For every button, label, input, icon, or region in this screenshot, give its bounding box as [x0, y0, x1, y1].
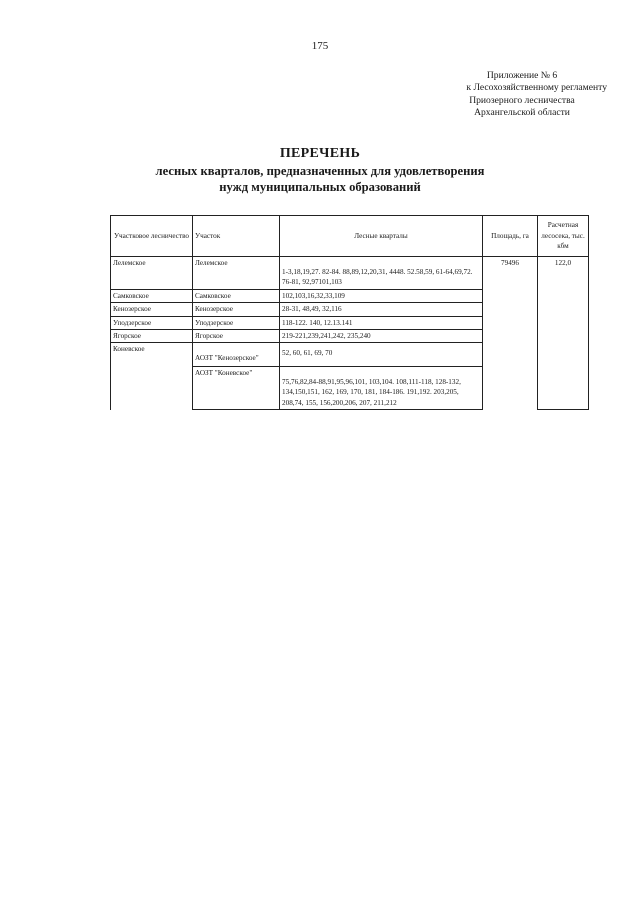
cutting-cell: 122,0 — [538, 257, 589, 410]
plot-text: АОЗТ "Кенозерское" — [195, 354, 259, 363]
district-cell: Ягорское — [111, 330, 193, 343]
district-cell: Самковское — [111, 289, 193, 302]
header-quarters: Лесные кварталы — [280, 216, 483, 257]
district-cell: Коневское — [111, 343, 193, 410]
appendix-line-4: Архангельской области — [474, 107, 570, 119]
quarters-text: 1-3,18,19,27. 82-84. 88,89,12,20,31, 4448. 52.58,59, 61-64,69,72. 76-81, 92,97101,103 — [282, 268, 473, 287]
quarters-cell: 28-31, 48,49, 32,116 — [280, 303, 483, 316]
quarters-cell: 118-122. 140, 12.13.141 — [280, 316, 483, 329]
district-cell: Кенозерское — [111, 303, 193, 316]
page-number: 175 — [311, 40, 329, 52]
quarters-cell — [280, 343, 483, 366]
table-row — [111, 343, 589, 366]
title-line-2: лесных кварталов, предназначенных для удовлетворения — [155, 164, 485, 178]
area-cell-empty — [483, 343, 538, 410]
plot-cell: Ягорское — [193, 330, 280, 343]
header-area: Площадь, га — [483, 216, 538, 257]
quarters-text: 52, 60, 61, 69, 70 — [282, 349, 333, 358]
header-district: Участковое лесничество — [111, 216, 193, 257]
header-cutting: Расчетная лесосека, тыс. кбм — [538, 216, 589, 257]
quarters-text: 75,76,82,84-88,91,95,96,101, 103,104. 108,111-118, 128-132, 134,150,151, 162, 169, 170, 181, 184-186. 191,192. 203,205, 208,74, 155, 156,200,206, 207, 211,212 — [282, 377, 461, 407]
appendix-line-1: Приложение № 6 — [486, 70, 558, 81]
title-main: ПЕРЕЧЕНЬ — [279, 146, 361, 161]
header-plot: Участок — [193, 216, 280, 257]
area-cell: 79496 — [483, 257, 538, 343]
plot-cell: АОЗТ "Коневское" — [193, 366, 280, 409]
district-cell: Уподзерское — [111, 316, 193, 329]
plot-cell: Лелемское — [193, 257, 280, 290]
appendix-line-2: к Лесохозяйственному регламенту — [466, 82, 607, 94]
document-title — [0, 145, 640, 195]
plot-cell: Уподзерское — [193, 316, 280, 329]
plot-cell — [193, 343, 280, 366]
quarters-cell: 219-221,239,241,242, 235,240 — [280, 330, 483, 343]
appendix-line-3: Приозерного лесничества — [469, 94, 575, 106]
title-line-3: нужд муниципальных образований — [219, 180, 421, 194]
plot-cell: Самковское — [193, 289, 280, 302]
quarters-cell: 102,103,16,32,33,109 — [280, 289, 483, 302]
plot-cell: Кенозерское — [193, 303, 280, 316]
table-header-row — [111, 216, 589, 257]
appendix-note — [307, 70, 607, 120]
quarters-cell — [280, 257, 483, 290]
quarters-cell — [280, 366, 483, 409]
forest-quarters-table — [110, 215, 589, 410]
table-row — [111, 257, 589, 290]
district-cell: Лелемское — [111, 257, 193, 290]
